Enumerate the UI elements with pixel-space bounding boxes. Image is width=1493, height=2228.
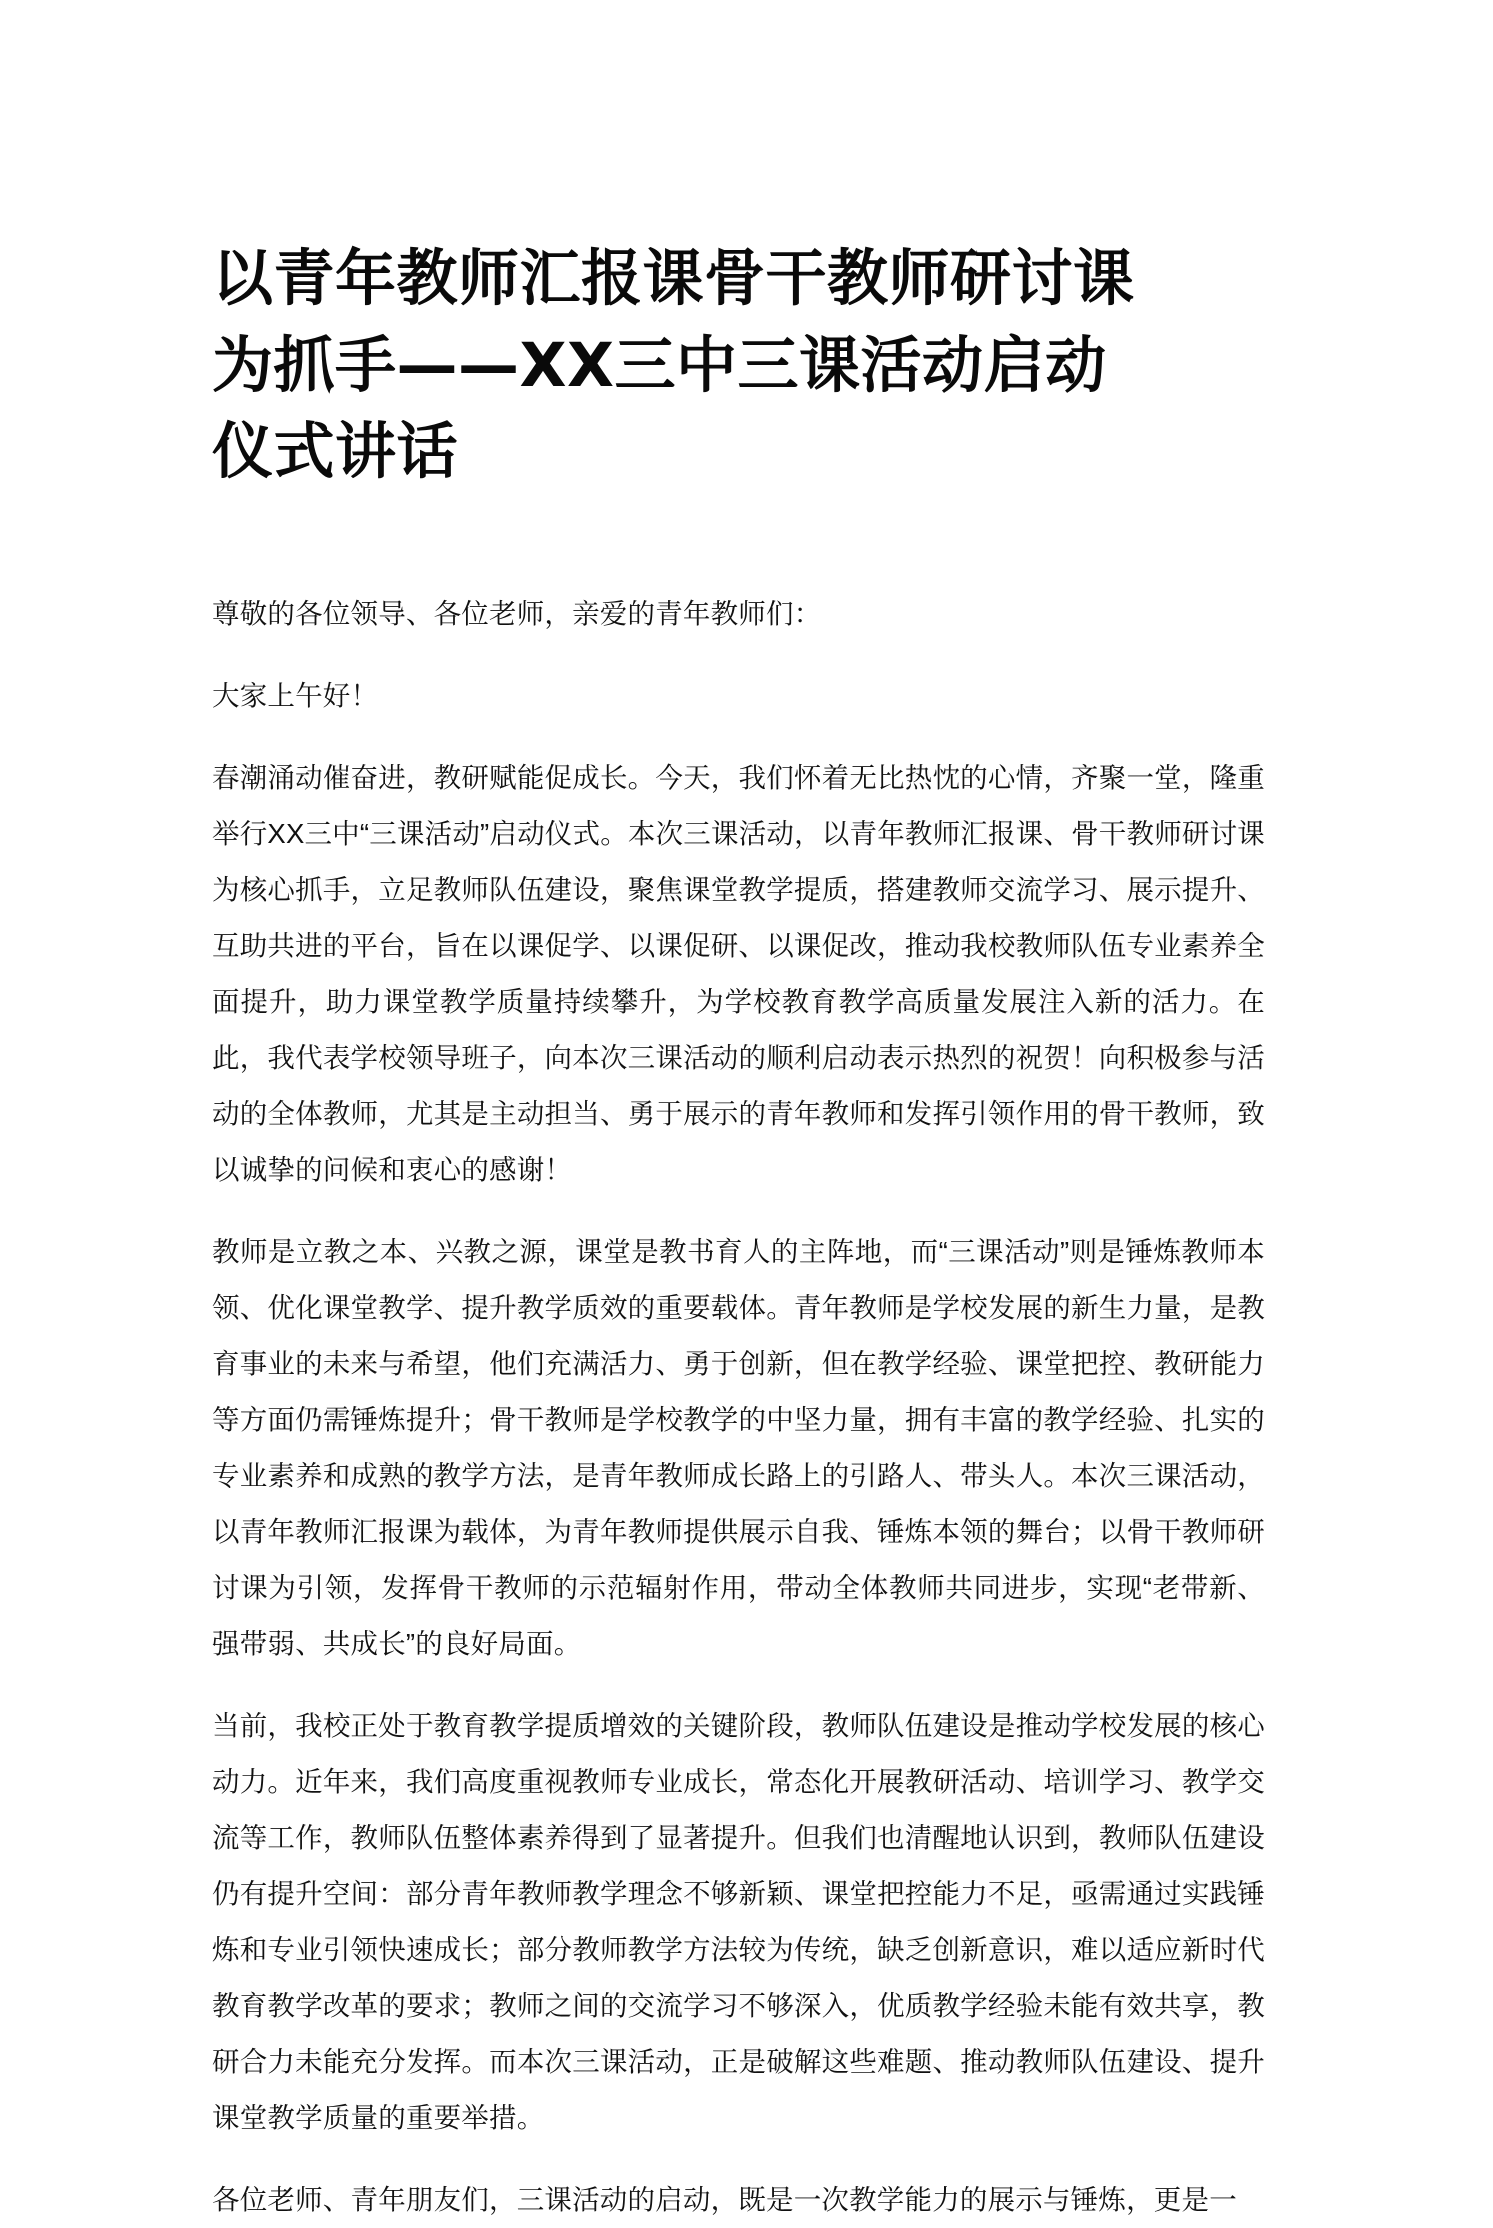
title-line-2: 为抓手——XX三中三课活动启动 <box>212 329 1107 401</box>
document-content <box>212 236 1265 2228</box>
paragraph-greeting: 大家上午好！ <box>212 679 379 711</box>
title-line-3: 仪式讲话 <box>212 416 459 488</box>
page-title <box>212 236 1265 496</box>
paragraph-salutation: 尊敬的各位领导、各位老师，亲爱的青年教师们： <box>212 597 822 629</box>
paragraph-body-2: 教师是立教之本、兴教之源，课堂是教书育人的主阵地，而“三课活动”则是锤炼教师本领、优化课堂教学、提升教学质效的重要载体。青年教师是学校发展的新生力量，是教育事业的未来与希望，他们充满活力、勇于创新，但在教学经验、课堂把控、教研能力等方面仍需锤炼提升；骨干教师是学校教学的中坚力量，拥有丰富的教学经验、扎实的专业素养和成熟的教学方法，是青年教师成长路上的引路人、带头人。本次三课活动，以青年教师汇报课为载体，为青年教师提供展示自我、锤炼本领的舞台；以骨干教师研讨课为引领，发挥骨干教师的示范辐射作用，带动全体教师共同进步，实现“老带新、强带弱、共成长”的良好局面。 <box>212 1235 1265 1659</box>
document-body <box>212 586 1265 2228</box>
paragraph-body-4: 各位老师、青年朋友们，三课活动的启动，既是一次教学能力的展示与锤炼，更是一 <box>212 2183 1237 2215</box>
paragraph-body-3: 当前，我校正处于教育教学提质增效的关键阶段，教师队伍建设是推动学校发展的核心动力。近年来，我们高度重视教师专业成长，常态化开展教研活动、培训学习、教学交流等工作，教师队伍整体素养得到了显著提升。但我们也清醒地认识到，教师队伍建设仍有提升空间：部分青年教师教学理念不够新颖、课堂把控能力不足，亟需通过实践锤炼和专业引领快速成长；部分教师教学方法较为传统，缺乏创新意识，难以适应新时代教育教学改革的要求；教师之间的交流学习不够深入，优质教学经验未能有效共享，教研合力未能充分发挥。而本次三课活动，正是破解这些难题、推动教师队伍建设、提升课堂教学质量的重要举措。 <box>212 1709 1265 2133</box>
paragraph-body-1: 春潮涌动催奋进，教研赋能促成长。今天，我们怀着无比热忱的心情，齐聚一堂，隆重举行XX三中“三课活动”启动仪式。本次三课活动，以青年教师汇报课、骨干教师研讨课为核心抓手，立足教师队伍建设，聚焦课堂教学提质，搭建教师交流学习、展示提升、互助共进的平台，旨在以课促学、以课促研、以课促改，推动我校教师队伍专业素养全面提升，助力课堂教学质量持续攀升，为学校教育教学高质量发展注入新的活力。在此，我代表学校领导班子，向本次三课活动的顺利启动表示热烈的祝贺！向积极参与活动的全体教师，尤其是主动担当、勇于展示的青年教师和发挥引领作用的骨干教师，致以诚挚的问候和衷心的感谢！ <box>212 761 1265 1185</box>
title-line-1: 以青年教师汇报课骨干教师研讨课 <box>212 243 1135 314</box>
